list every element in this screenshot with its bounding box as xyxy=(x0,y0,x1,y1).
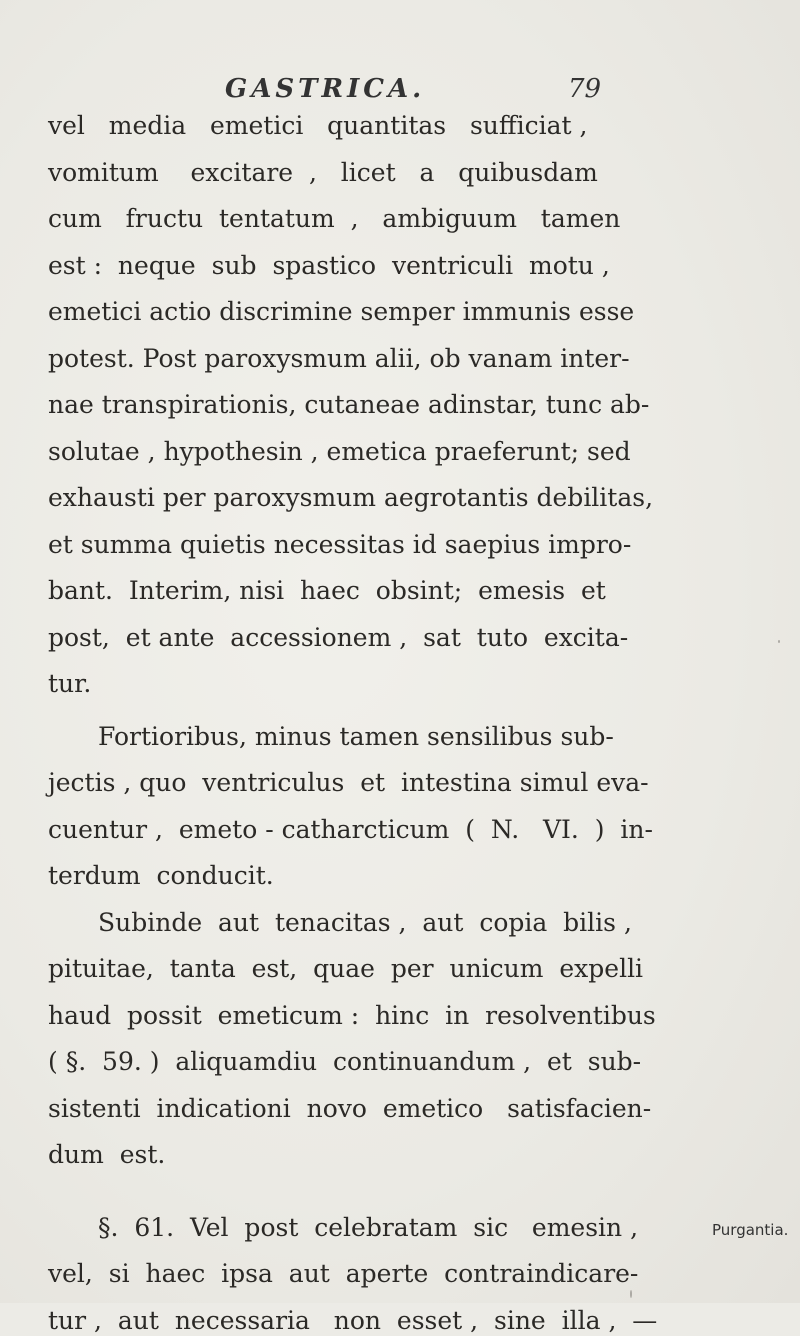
text-line: nae transpirationis, cutaneae adinstar, tunc ab- xyxy=(48,390,650,419)
text-line: sistenti indicationi novo emetico satisfacien- xyxy=(48,1094,652,1123)
ink-speck xyxy=(630,1290,632,1298)
text-line: emetici actio discrimine semper immunis esse xyxy=(48,297,635,326)
text-line: haud possit emeticum : hinc in resolventibus xyxy=(48,1001,656,1030)
text-line: solutae , hypothesin , emetica praeferunt; sed xyxy=(48,437,631,466)
text-line: cuentur , emeto - catharcticum ( N. VI. ) in- xyxy=(48,815,653,844)
text-line: tur , aut necessaria non esset , sine illa , — xyxy=(48,1306,658,1335)
text-line: potest. Post paroxysmum alii, ob vanam inter- xyxy=(48,344,630,373)
text-line: dum est. xyxy=(48,1140,166,1169)
text-line: vomitum excitare , licet a quibusdam xyxy=(48,158,598,187)
text-line: pituitae, tanta est, quae per unicum expelli xyxy=(48,954,644,983)
margin-note: Purgantia. xyxy=(712,1221,789,1239)
text-line: et summa quietis necessitas id saepius impro- xyxy=(48,530,632,559)
text-line: ( §. 59. ) aliquamdiu continuandum , et sub- xyxy=(48,1047,642,1076)
text-line: bant. Interim, nisi haec obsint; emesis et xyxy=(48,576,606,605)
text-line: vel media emetici quantitas sufficiat , xyxy=(48,111,588,140)
text-line: §. 61. Vel post celebratam sic emesin , xyxy=(98,1213,639,1242)
page-number: 79 xyxy=(568,74,602,104)
text-line: exhausti per paroxysmum aegrotantis debilitas, xyxy=(48,483,654,512)
text-line: terdum conducit. xyxy=(48,861,274,890)
text-line: jectis , quo ventriculus et intestina simul eva- xyxy=(48,768,649,797)
text-line: post, et ante accessionem , sat tuto excita- xyxy=(48,623,629,652)
text-line: vel, si haec ipsa aut aperte contraindicare- xyxy=(48,1259,639,1288)
text-line: Subinde aut tenacitas , aut copia bilis , xyxy=(98,908,632,937)
ink-speck xyxy=(778,640,780,643)
text-line: cum fructu tentatum , ambiguum tamen xyxy=(48,204,621,233)
text-line: est : neque sub spastico ventriculi motu , xyxy=(48,251,610,280)
running-title: GASTRICA. xyxy=(225,74,426,104)
text-line: tur. xyxy=(48,669,92,698)
text-line: Fortioribus, minus tamen sensilibus sub- xyxy=(98,722,614,751)
